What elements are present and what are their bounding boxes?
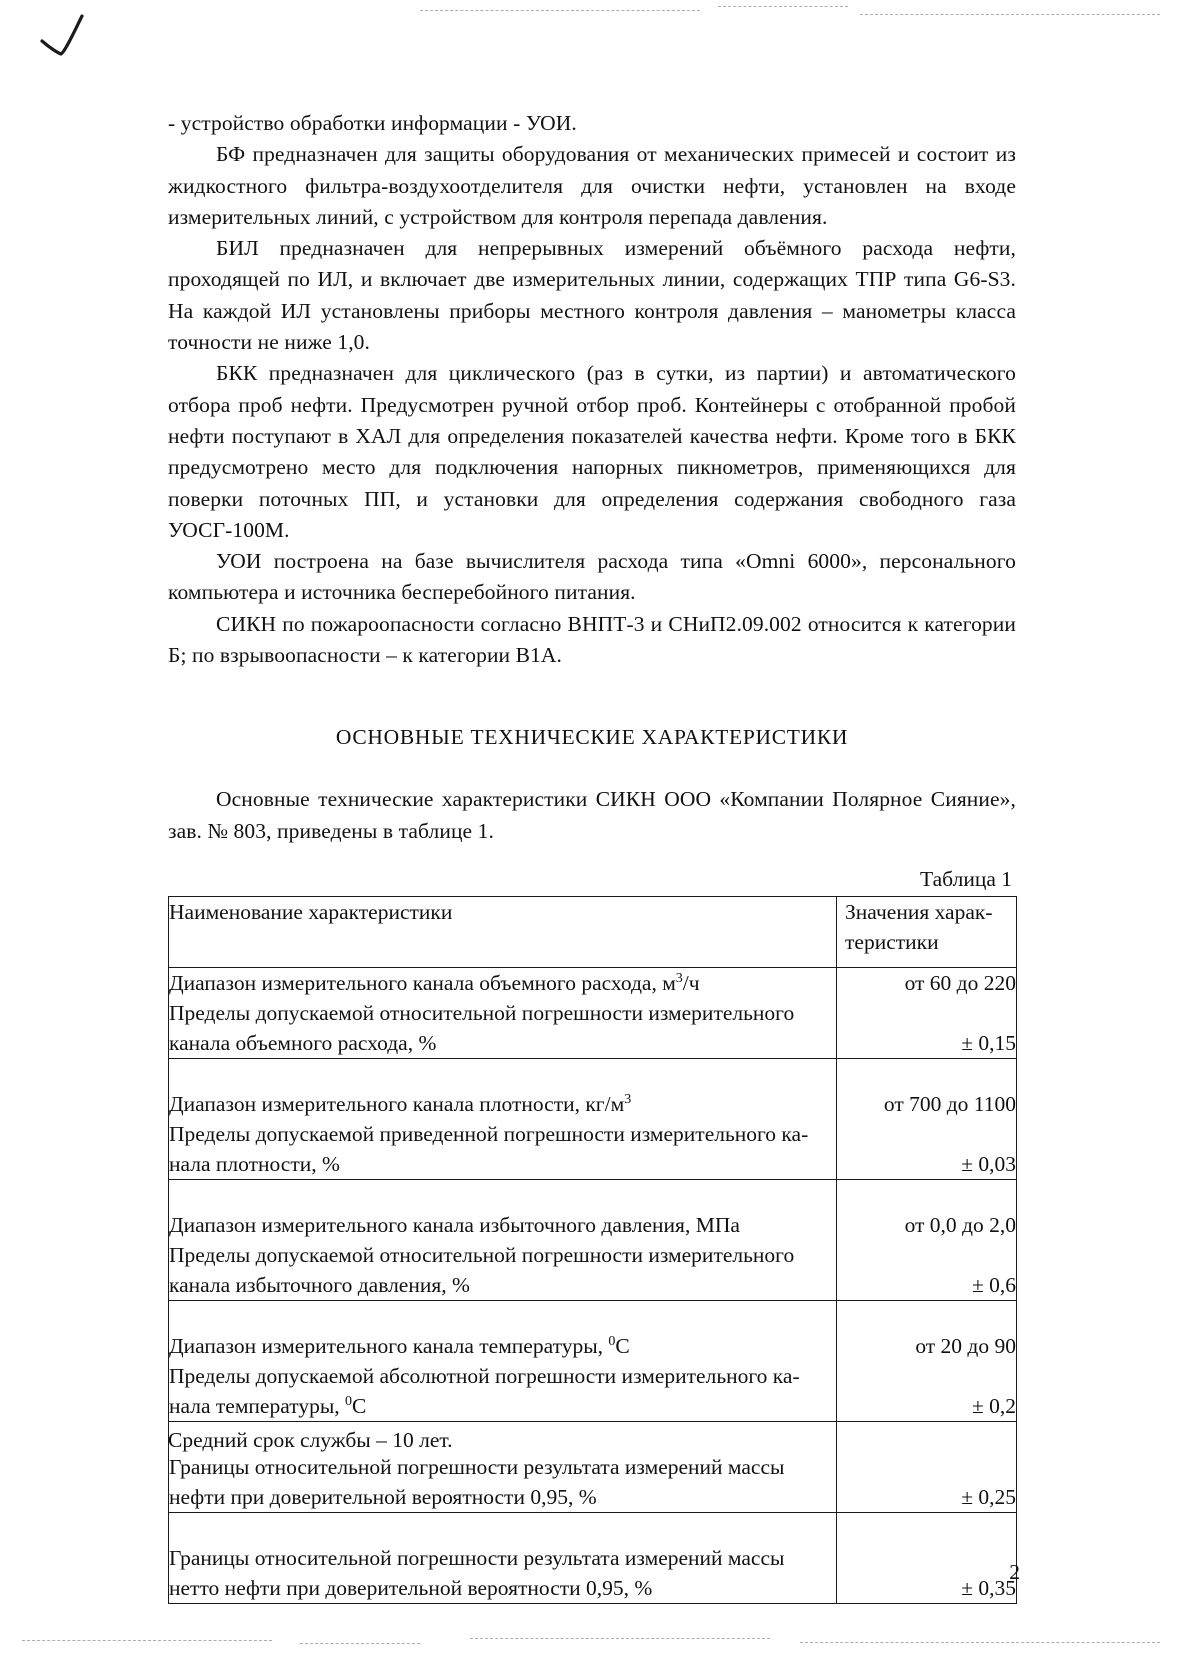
row-pressure-line2: Пределы допускаемой относительной погрешности измерительного <box>169 1242 795 1267</box>
document-body <box>168 108 1016 1604</box>
table-header-name: Наименование характеристики <box>169 896 837 967</box>
row-pressure-line3: канала избыточного давления, % <box>169 1272 470 1297</box>
row-density-value <box>837 1058 1017 1179</box>
paragraph-bf: БФ предназначен для защиты оборудования от механических примесей и состоит из жидкостного фильтра-воздухоотделителя для очистки нефти, установлен на входе измерительных линий, с устройством для контроля перепада давления. <box>168 142 1016 229</box>
scan-edge-artifact <box>300 1643 420 1644</box>
paragraph-table-intro: Основные технические характеристики СИКН ООО «Компании Полярное Сияние», зав. № 803, приведены в таблице 1. <box>168 787 1016 843</box>
table-row <box>169 1179 1017 1300</box>
row-temperature-line3-post: С <box>352 1393 367 1418</box>
row-net-mass-limits-value-error: ± 0,35 <box>961 1575 1016 1600</box>
scan-edge-artifact <box>800 1642 1160 1643</box>
table-row <box>169 967 1017 1058</box>
paragraph-bil: БИЛ предназначен для непрерывных измерений объёмного расхода нефти, проходящей по ИЛ, и включает две измерительных линии, содержащих ТПР типа G6-S3. На каждой ИЛ установлены приборы местного контроля давления – манометры класса точности не ниже 1,0. <box>168 236 1016 355</box>
row-volume-flow-line1-post: /ч <box>682 970 700 995</box>
superscript-degree: 0 <box>345 1393 353 1409</box>
page-number: 2 <box>1009 1560 1020 1584</box>
superscript-cubic: 3 <box>624 1091 632 1107</box>
row-volume-flow-value-range: от 60 до 220 <box>904 970 1016 995</box>
specifications-table <box>168 896 1017 1604</box>
scan-edge-artifact <box>860 14 1160 15</box>
scan-edge-artifact <box>22 1640 272 1641</box>
row-volume-flow-line1-pre: Диапазон измерительного канала объемного расхода, м <box>169 970 676 995</box>
scan-edge-artifact <box>420 10 700 11</box>
row-pressure-value-error: ± 0,6 <box>971 1272 1016 1297</box>
scan-edge-artifact <box>718 6 848 7</box>
table-caption: Таблица 1 <box>920 866 1012 891</box>
row-volume-flow-name <box>169 967 837 1058</box>
table-header-value: Значения харак- теристики <box>837 896 1017 967</box>
row-volume-flow-line3: канала объемного расхода, % <box>169 1030 437 1055</box>
row-temperature-line3-pre: нала температуры, <box>169 1393 346 1418</box>
row-mass-limits-line2: нефти при доверительной вероятности 0,95, % <box>169 1484 597 1509</box>
row-net-mass-limits-line1: Границы относительной погрешности результата измерений массы <box>169 1545 785 1570</box>
row-mass-limits-value-error: ± 0,25 <box>961 1484 1016 1509</box>
row-temperature-line1-post: С <box>615 1333 630 1358</box>
table-row <box>169 1058 1017 1179</box>
row-temperature-name <box>169 1300 837 1421</box>
table-row <box>169 1300 1017 1421</box>
row-temperature-line2: Пределы допускаемой абсолютной погрешности измерительного ка- <box>169 1363 800 1388</box>
row-density-value-range: от 700 до 1100 <box>883 1091 1016 1116</box>
row-volume-flow-value-error: ± 0,15 <box>961 1030 1016 1055</box>
superscript-cubic: 3 <box>675 970 683 986</box>
row-net-mass-limits-name <box>169 1512 837 1603</box>
row-volume-flow-line2: Пределы допускаемой относительной погрешности измерительного <box>169 1000 795 1025</box>
row-net-mass-limits-line2: нетто нефти при доверительной вероятности 0,95, % <box>169 1575 653 1600</box>
paragraph-uoi-bullet: - устройство обработки информации - УОИ. <box>168 111 577 135</box>
row-temperature-line1-pre: Диапазон измерительного канала температуры, <box>169 1333 609 1358</box>
table-header-row <box>169 896 1017 967</box>
superscript-degree: 0 <box>608 1333 616 1349</box>
table-row <box>169 1512 1017 1603</box>
row-density-value-error: ± 0,03 <box>961 1151 1016 1176</box>
section-heading: ОСНОВНЫЕ ТЕХНИЧЕСКИЕ ХАРАКТЕРИСТИКИ <box>335 725 849 750</box>
row-pressure-name <box>169 1179 837 1300</box>
row-temperature-value <box>837 1300 1017 1421</box>
row-volume-flow-value <box>837 967 1017 1058</box>
row-density-line1-pre: Диапазон измерительного канала плотности, кг/м <box>169 1091 625 1116</box>
row-pressure-value <box>837 1179 1017 1300</box>
row-density-line2: Пределы допускаемой приведенной погрешности измерительного ка- <box>169 1121 809 1146</box>
row-pressure-value-range: от 0,0 до 2,0 <box>904 1212 1016 1237</box>
service-life-note: Средний срок службы – 10 лет. <box>168 1428 453 1452</box>
scan-pen-mark-icon <box>36 8 106 63</box>
row-density-line3: нала плотности, % <box>169 1151 340 1176</box>
row-net-mass-limits-value <box>837 1512 1017 1603</box>
row-density-name <box>169 1058 837 1179</box>
paragraph-uoi: УОИ построена на базе вычислителя расхода типа «Omni 6000», персонального компьютера и источника бесперебойного питания. <box>168 549 1016 605</box>
scan-edge-artifact <box>470 1638 770 1639</box>
paragraph-sikn: СИКН по пожароопасности согласно ВНПТ-3 и СНиП2.09.002 относится к категории Б; по взрывоопасности – к категории В1А. <box>168 611 1016 668</box>
row-pressure-line1: Диапазон измерительного канала избыточного давления, МПа <box>169 1212 740 1237</box>
row-mass-limits-value <box>837 1421 1017 1512</box>
row-temperature-value-range: от 20 до 90 <box>915 1333 1016 1358</box>
row-mass-limits-line1: Границы относительной погрешности результата измерений массы <box>169 1454 785 1479</box>
paragraph-bkk: БКК предназначен для циклического (раз в сутки, из партии) и автоматического отбора проб нефти. Предусмотрен ручной отбор проб. Контейнеры с отобранной пробой нефти поступают в ХАЛ для определения показателей качества нефти. Кроме того в БКК предусмотрено место для подключения напорных пикнометров, применяющихся для поверки поточных ПП, и установки для определения содержания свободного газа УОСГ-100М. <box>168 361 1016 542</box>
row-temperature-value-error: ± 0,2 <box>971 1393 1016 1418</box>
